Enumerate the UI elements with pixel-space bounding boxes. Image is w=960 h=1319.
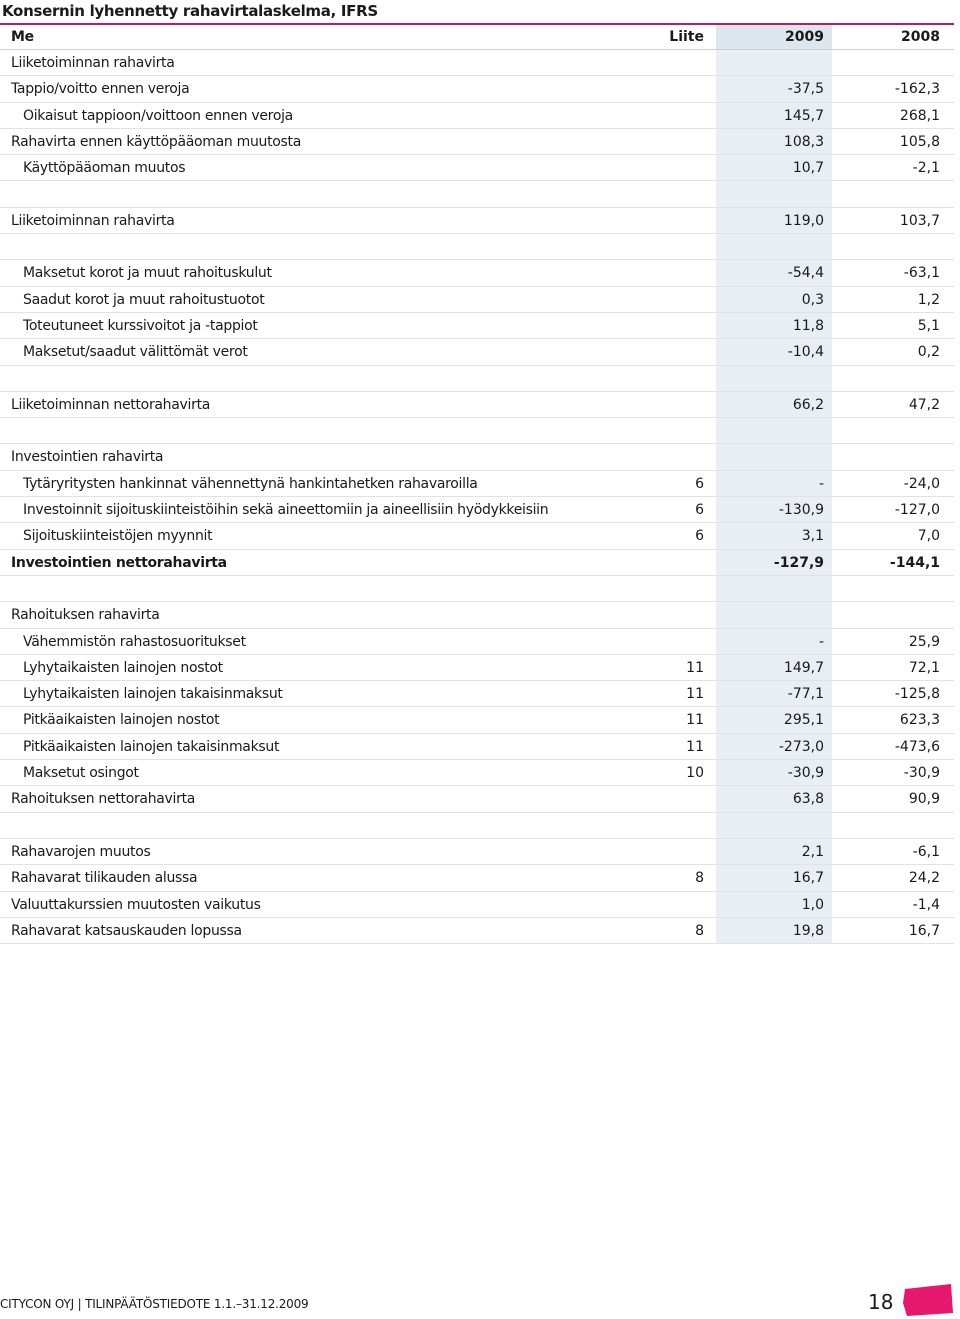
- row-value-2009: 108,3: [716, 129, 832, 154]
- row-value-2009: -: [716, 471, 832, 496]
- table-row: [0, 313, 954, 339]
- row-note: 11: [686, 686, 704, 703]
- row-label: Rahavarojen muutos: [11, 843, 151, 860]
- row-label: Rahavirta ennen käyttöpääoman muutosta: [11, 133, 302, 150]
- page-title: Konsernin lyhennetty rahavirtalaskelma, IFRS: [2, 2, 378, 20]
- row-value-2009: -30,9: [716, 760, 832, 785]
- row-value-2008: -473,6: [894, 738, 940, 755]
- row-label: Tytäryritysten hankinnat vähennettynä hankintahetken rahavaroilla: [23, 475, 478, 492]
- row-value-2009: -130,9: [716, 497, 832, 522]
- row-value-2008: 0,2: [917, 344, 940, 361]
- row-note: 8: [695, 922, 704, 939]
- table-row: [0, 287, 954, 313]
- row-label: Oikaisut tappioon/voittoon ennen veroja: [23, 107, 293, 124]
- row-value-2009: [716, 813, 832, 838]
- row-label: Lyhytaikaisten lainojen nostot: [23, 659, 223, 676]
- footer-text: CITYCON OYJ | TILINPÄÄTÖSTIEDOTE 1.1.–31.12.2009: [0, 1297, 309, 1311]
- row-label: Rahavarat tilikauden alussa: [11, 870, 198, 887]
- row-label: Lyhytaikaisten lainojen takaisinmaksut: [23, 686, 283, 703]
- row-label: Investointien rahavirta: [11, 449, 164, 466]
- table-row: [0, 550, 954, 576]
- row-note: 6: [695, 528, 704, 545]
- row-value-2009: [716, 602, 832, 627]
- row-label: Liiketoiminnan rahavirta: [11, 212, 175, 229]
- table-row: [0, 103, 954, 129]
- row-value-2008: 105,8: [899, 133, 940, 150]
- table-spacer-row: [0, 418, 954, 444]
- table-spacer-row: [0, 366, 954, 392]
- row-note: 11: [686, 738, 704, 755]
- table-row: [0, 392, 954, 418]
- table-header: [0, 25, 954, 50]
- row-value-2009: 145,7: [716, 103, 832, 128]
- row-note: 8: [695, 870, 704, 887]
- row-value-2008: 268,1: [899, 107, 940, 124]
- table-row: [0, 839, 954, 865]
- row-value-2009: -127,9: [716, 550, 832, 575]
- table-row: [0, 129, 954, 155]
- row-note: 10: [686, 765, 704, 782]
- row-note: 6: [695, 502, 704, 519]
- row-value-2009: 0,3: [716, 287, 832, 312]
- row-value-2009: 63,8: [716, 786, 832, 811]
- row-value-2009: -54,4: [716, 260, 832, 285]
- row-value-2009: [716, 234, 832, 259]
- table-row: [0, 497, 954, 523]
- table-row: [0, 707, 954, 733]
- row-value-2009: 11,8: [716, 313, 832, 338]
- table-spacer-row: [0, 576, 954, 602]
- row-value-2008: -162,3: [894, 81, 940, 98]
- row-value-2008: [835, 366, 952, 391]
- header-note: Liite: [669, 29, 704, 45]
- row-value-2009: 66,2: [716, 392, 832, 417]
- header-label: Me: [11, 29, 34, 45]
- table-row: [0, 681, 954, 707]
- table-row: [0, 865, 954, 891]
- row-value-2009: 119,0: [716, 208, 832, 233]
- row-value-2009: -273,0: [716, 734, 832, 759]
- row-label: Liiketoiminnan nettorahavirta: [11, 396, 211, 413]
- row-value-2009: 1,0: [716, 892, 832, 917]
- row-label: Tappio/voitto ennen veroja: [11, 81, 190, 98]
- row-value-2008: [835, 576, 952, 601]
- row-label: Valuuttakurssien muutosten vaikutus: [11, 896, 261, 913]
- table-spacer-row: [0, 813, 954, 839]
- table-row: [0, 50, 954, 76]
- table-row: [0, 76, 954, 102]
- row-value-2009: [716, 444, 832, 469]
- table-row: [0, 260, 954, 286]
- row-value-2008: 25,9: [908, 633, 940, 650]
- row-value-2008: 47,2: [908, 396, 940, 413]
- row-label: Rahavarat katsauskauden lopussa: [11, 922, 242, 939]
- row-value-2009: 19,8: [716, 918, 832, 943]
- row-value-2008: 623,3: [899, 712, 940, 729]
- table-row: [0, 471, 954, 497]
- row-value-2008: [835, 50, 952, 75]
- table-row: [0, 629, 954, 655]
- row-label: Liiketoiminnan rahavirta: [11, 55, 175, 71]
- table-row: [0, 734, 954, 760]
- table-row: [0, 918, 954, 944]
- row-value-2008: [835, 181, 952, 206]
- table-row: [0, 602, 954, 628]
- row-value-2008: -24,0: [903, 475, 940, 492]
- row-label: Investointien nettorahavirta: [11, 554, 227, 571]
- row-label: Sijoituskiinteistöjen myynnit: [23, 528, 213, 545]
- row-value-2009: -37,5: [716, 76, 832, 101]
- row-value-2008: [835, 602, 952, 627]
- row-value-2008: [835, 418, 952, 443]
- row-value-2008: 90,9: [908, 791, 940, 808]
- table-spacer-row: [0, 181, 954, 207]
- row-label: Maksetut korot ja muut rahoituskulut: [23, 265, 272, 282]
- row-value-2008: -63,1: [903, 265, 940, 282]
- row-value-2009: -77,1: [716, 681, 832, 706]
- row-value-2008: 5,1: [917, 317, 940, 334]
- row-value-2009: 3,1: [716, 523, 832, 548]
- row-value-2008: 16,7: [908, 922, 940, 939]
- row-value-2008: -144,1: [889, 554, 940, 571]
- row-value-2008: 72,1: [908, 659, 940, 676]
- table-row: [0, 760, 954, 786]
- row-value-2009: [716, 181, 832, 206]
- row-value-2008: -125,8: [894, 686, 940, 703]
- row-value-2009: [716, 576, 832, 601]
- row-value-2009: 10,7: [716, 155, 832, 180]
- row-note: 6: [695, 475, 704, 492]
- row-value-2008: -1,4: [912, 896, 940, 913]
- row-label: Toteutuneet kurssivoitot ja -tappiot: [23, 317, 258, 334]
- table-row: [0, 523, 954, 549]
- header-2009: 2009: [716, 25, 832, 49]
- table-row: [0, 339, 954, 365]
- table-row: [0, 155, 954, 181]
- row-value-2009: 16,7: [716, 865, 832, 890]
- row-value-2008: 7,0: [917, 528, 940, 545]
- row-value-2008: 103,7: [899, 212, 940, 229]
- table-spacer-row: [0, 234, 954, 260]
- row-label: Saadut korot ja muut rahoitustuotot: [23, 291, 265, 308]
- row-label: Rahoituksen rahavirta: [11, 607, 160, 624]
- row-value-2009: -: [716, 629, 832, 654]
- row-label: Investoinnit sijoituskiinteistöihin sekä aineettomiin ja aineellisiin hyödykkeisiin: [23, 502, 549, 519]
- header-2008: 2008: [901, 29, 940, 45]
- row-label: Pitkäaikaisten lainojen takaisinmaksut: [23, 738, 280, 755]
- table-row: [0, 786, 954, 812]
- row-value-2009: -10,4: [716, 339, 832, 364]
- row-value-2008: [835, 813, 952, 838]
- row-label: Rahoituksen nettorahavirta: [11, 791, 196, 808]
- row-label: Maksetut osingot: [23, 765, 139, 782]
- row-value-2008: -30,9: [903, 765, 940, 782]
- row-label: Pitkäaikaisten lainojen nostot: [23, 712, 220, 729]
- table-row: [0, 444, 954, 470]
- row-value-2008: -6,1: [912, 843, 940, 860]
- citycon-logo-icon: [902, 1283, 954, 1317]
- row-value-2008: [835, 444, 952, 469]
- cash-flow-table: [0, 25, 954, 944]
- row-value-2008: 1,2: [917, 291, 940, 308]
- row-value-2009: [716, 366, 832, 391]
- row-value-2008: -2,1: [912, 160, 940, 177]
- row-value-2009: 149,7: [716, 655, 832, 680]
- page-number: 18: [868, 1290, 894, 1314]
- row-value-2008: -127,0: [894, 502, 940, 519]
- row-label: Käyttöpääoman muutos: [23, 160, 186, 177]
- row-note: 11: [686, 659, 704, 676]
- table-row: [0, 655, 954, 681]
- row-value-2008: [835, 234, 952, 259]
- row-value-2009: [716, 418, 832, 443]
- table-row: [0, 208, 954, 234]
- row-value-2009: 295,1: [716, 707, 832, 732]
- table-row: [0, 892, 954, 918]
- row-note: 11: [686, 712, 704, 729]
- row-value-2008: 24,2: [908, 870, 940, 887]
- row-value-2009: 2,1: [716, 839, 832, 864]
- row-label: Vähemmistön rahastosuoritukset: [23, 633, 246, 650]
- row-value-2009: [716, 50, 832, 75]
- row-label: Maksetut/saadut välittömät verot: [23, 344, 248, 361]
